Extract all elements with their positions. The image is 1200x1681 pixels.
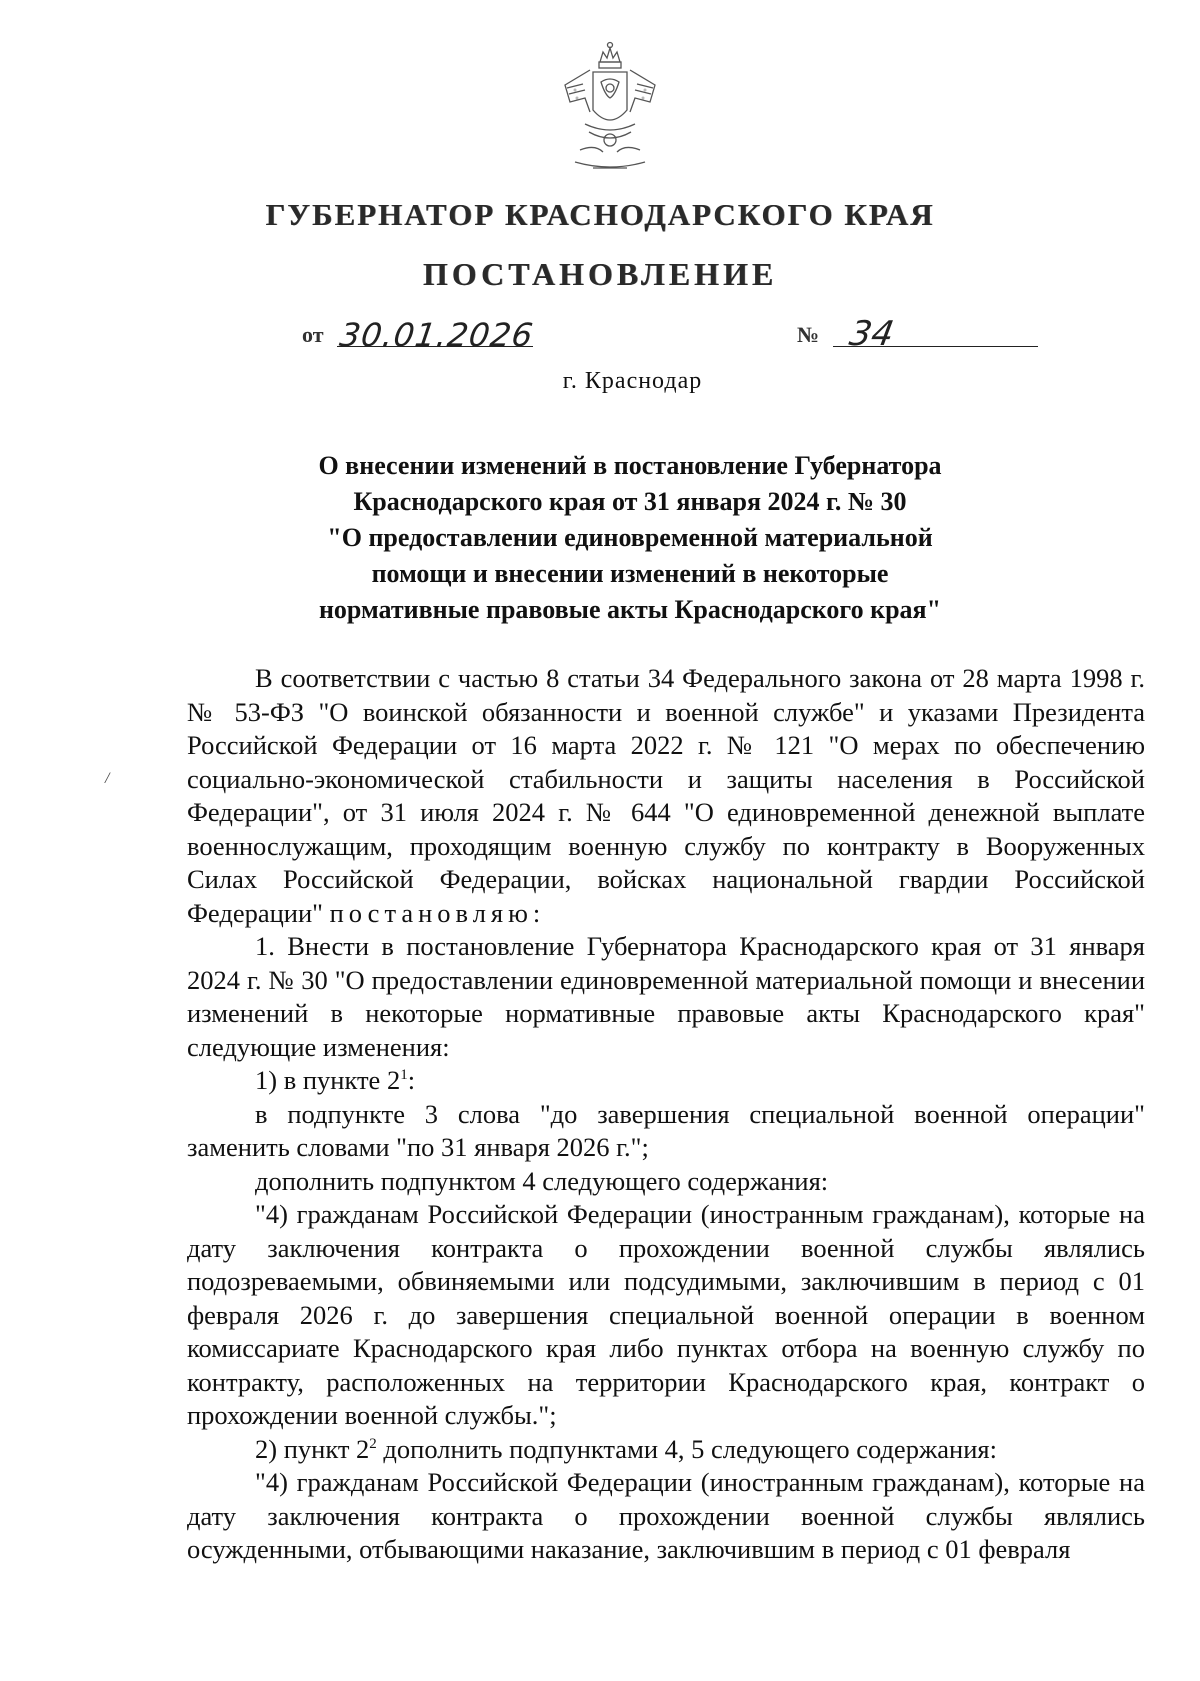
document-number: 34 [846, 314, 897, 354]
subitem-end: дополнить подпунктами 4, 5 следующего содержания: [376, 1433, 997, 1464]
number-label: № [797, 322, 820, 347]
subitem-text: 1) в пункте 2 [255, 1065, 401, 1095]
resolve-word: постановляю: [329, 897, 546, 928]
subitem-text: 2) пункт 2 [255, 1433, 370, 1464]
number-underline [833, 346, 1038, 347]
title-line: "О предоставлении единовременной материальной [327, 523, 933, 552]
title-line: нормативные правовые акты Краснодарского края" [318, 595, 942, 624]
paragraph-item-1: 1. Внести в постановление Губернатора Краснодарского края от 31 января 2024 г. № 30 "О предоставлении единовременной материальной помощи и внесении изменений в некоторые нормативные правовые акты Краснодарского края" следующие изменения: [187, 931, 1145, 1062]
document-type: ПОСТАНОВЛЕНИЕ [422, 256, 778, 292]
superscript: 2 [369, 1435, 377, 1452]
date-underline [337, 346, 533, 347]
document-title [250, 448, 1010, 628]
document-body [187, 662, 1145, 1567]
issuing-authority: ГУБЕРНАТОР КРАСНОДАРСКОГО КРАЯ [265, 197, 935, 232]
paragraph-subitem-1 [187, 1064, 1145, 1098]
paragraph-quote-2: "4) гражданам Российской Федерации (иностранным гражданам), которые на дату заключения контракта о прохождении военной службы являлись осужденными, отбывающими наказание, заключившим в период с 01 февраля [187, 1467, 1145, 1564]
paragraph-subitem-2 [187, 1433, 1145, 1467]
document-date: 30.01.2026 [337, 316, 536, 354]
date-label: от [302, 322, 324, 347]
city: г. Краснодар [562, 368, 703, 394]
superscript: 1 [400, 1067, 408, 1084]
margin-mark: / [105, 770, 110, 787]
subitem-end: : [407, 1065, 416, 1095]
paragraph-amend-2: дополнить подпунктом 4 следующего содержания: [255, 1165, 829, 1196]
title-line: О внесении изменений в постановление Губернатора [318, 451, 942, 480]
title-line: Краснодарского края от 31 января 2024 г. № 30 [353, 487, 907, 516]
coat-of-arms-icon [545, 40, 675, 180]
title-line: помощи и внесении изменений в некоторые [371, 559, 889, 588]
paragraph-preamble [187, 662, 1145, 930]
paragraph-amend-1: в подпункте 3 слова "до завершения специальной военной операции" заменить словами "по 31 января 2026 г."; [187, 1098, 1145, 1162]
preamble-text: В соответствии с частью 8 статьи 34 Федерального закона от 28 марта 1998 г. № 53-ФЗ "О воинской обязанности и военной службе" и указами Президента Российской Федерации от 16 марта 2022 г. № 121 "О мерах по обеспечению социально-экономической стабильности и защиты населения в Российской Федерации", от 31 июля 2024 г. № 644 "О единовременной денежной выплате военнослужащим, проходящим военную службу по контракту в Вооруженных Силах Российской Федерации, войсках национальной гвардии Российской Федерации" [187, 663, 1145, 928]
paragraph-quote-1: "4) гражданам Российской Федерации (иностранным гражданам), которые на дату заключения контракта о прохождении военной службы являлись подозреваемыми, обвиняемыми или подсудимыми, заключившим в период с 01 февраля 2026 г. до завершения специальной военной операции в военном комиссариате Краснодарского края либо пунктах отбора на военную службу по контракту, расположенных на территории Краснодарского края, контракт о прохождении военной службы."; [187, 1199, 1145, 1430]
